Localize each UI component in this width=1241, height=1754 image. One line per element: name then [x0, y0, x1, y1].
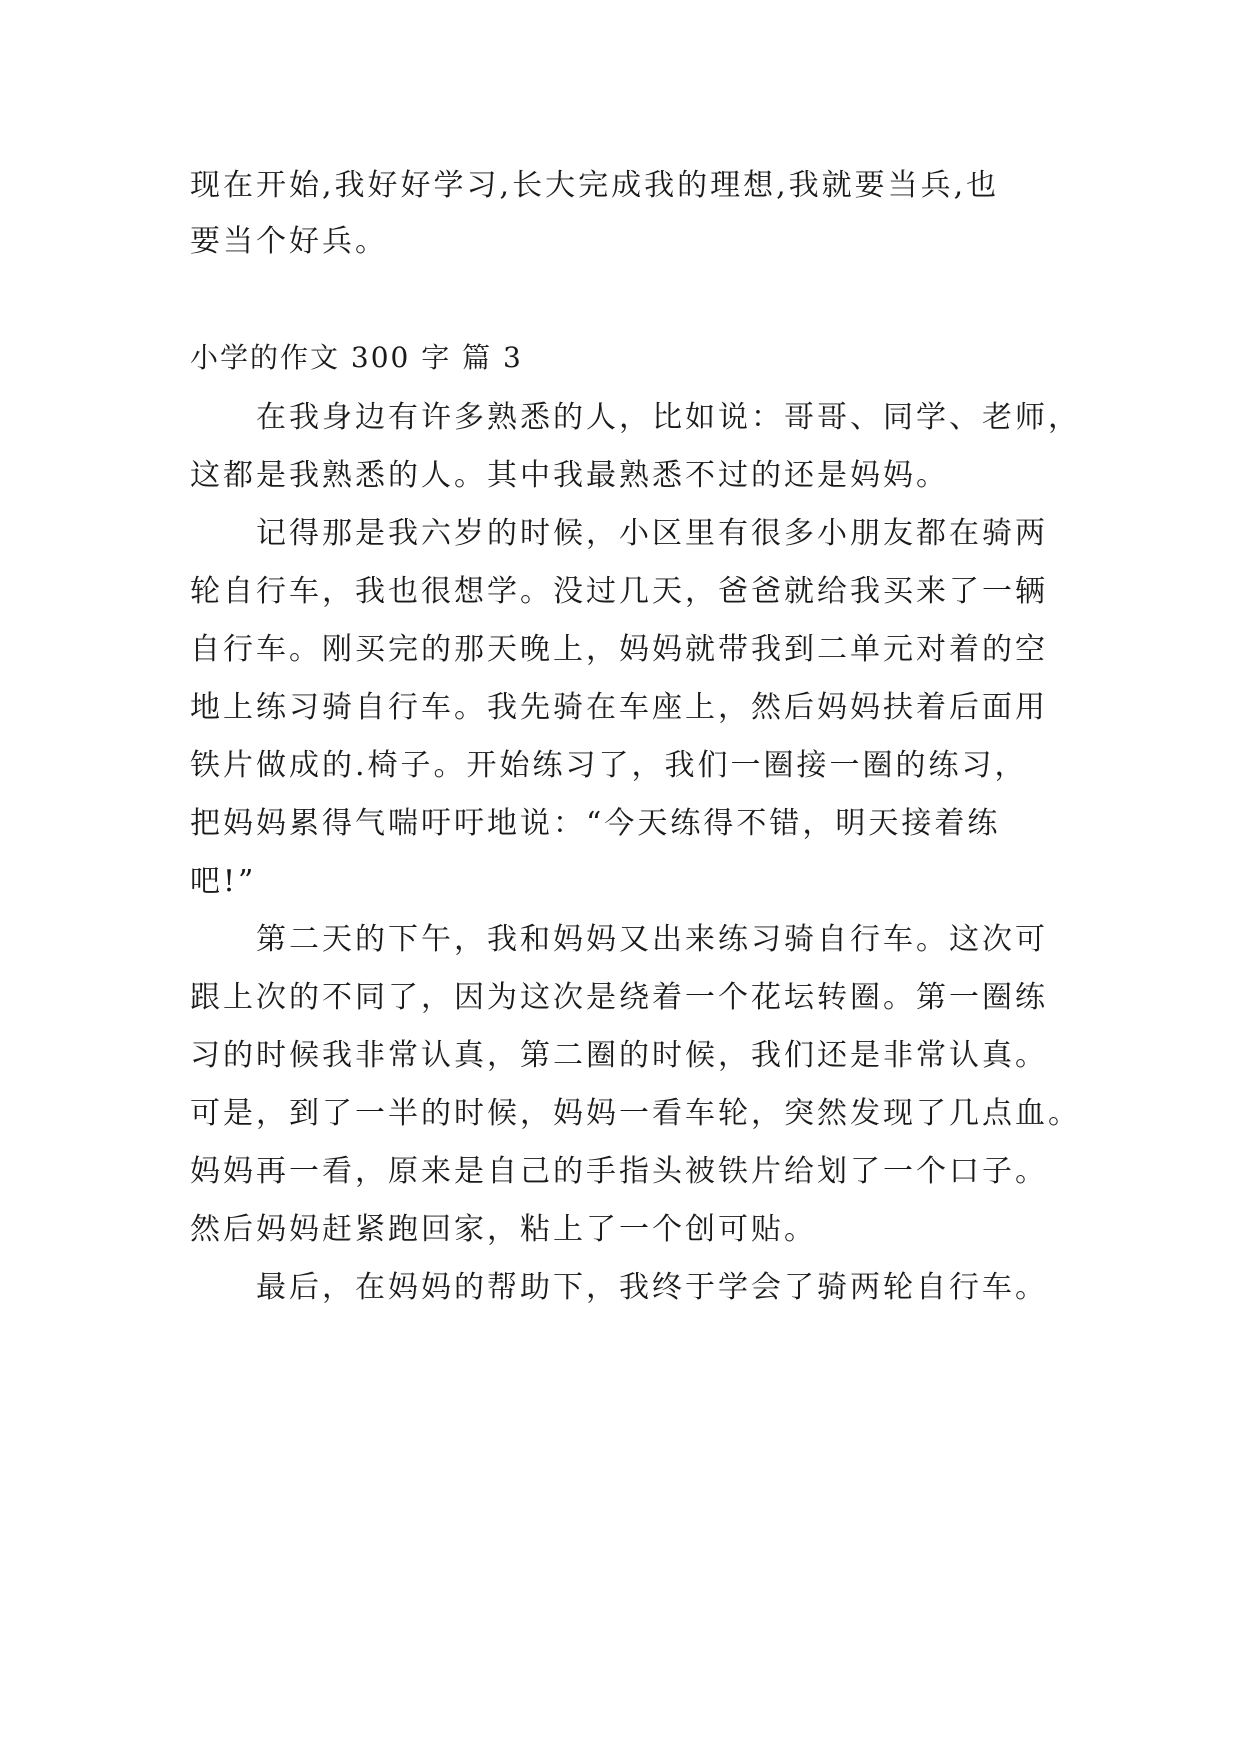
paragraph-2-line-7: 吧!”: [190, 864, 257, 899]
section-heading: 小学的作文 300 字 篇 3: [190, 341, 523, 374]
paragraph-3-line-6: 然后妈妈赶紧跑回家，粘上了一个创可贴。: [190, 1212, 817, 1247]
paragraph-2-line-3: 自行车。刚买完的那天晚上，妈妈就带我到二单元对着的空: [190, 632, 1048, 667]
paragraph-1-line-1: 在我身边有许多熟悉的人，比如说：哥哥、同学、老师，: [256, 400, 1081, 435]
continuation-line-2: 要当个好兵。: [190, 224, 388, 259]
paragraph-2-line-2: 轮自行车，我也很想学。没过几天，爸爸就给我买来了一辆: [190, 574, 1048, 609]
paragraph-4-line-1: 最后，在妈妈的帮助下，我终于学会了骑两轮自行车。: [256, 1270, 1048, 1305]
paragraph-3-line-4: 可是，到了一半的时候，妈妈一看车轮，突然发现了几点血。: [190, 1096, 1081, 1131]
paragraph-2-line-1: 记得那是我六岁的时候，小区里有很多小朋友都在骑两: [256, 516, 1048, 551]
paragraph-3-line-2: 跟上次的不同了，因为这次是绕着一个花坛转圈。第一圈练: [190, 980, 1048, 1015]
paragraph-2-line-6: 把妈妈累得气喘吁吁地说：“今天练得不错，明天接着练: [190, 806, 1001, 841]
continuation-line-1: 现在开始,我好好学习,长大完成我的理想,我就要当兵,也: [190, 168, 1000, 203]
paragraph-2-line-5: 铁片做成的.椅子。开始练习了，我们一圈接一圈的练习，: [190, 748, 1028, 783]
paragraph-3-line-5: 妈妈再一看，原来是自己的手指头被铁片给划了一个口子。: [190, 1154, 1048, 1189]
paragraph-3-line-3: 习的时候我非常认真，第二圈的时候，我们还是非常认真。: [190, 1038, 1048, 1073]
paragraph-2-line-4: 地上练习骑自行车。我先骑在车座上，然后妈妈扶着后面用: [190, 690, 1048, 725]
paragraph-1-line-2: 这都是我熟悉的人。其中我最熟悉不过的还是妈妈。: [190, 458, 949, 493]
paragraph-3-line-1: 第二天的下午，我和妈妈又出来练习骑自行车。这次可: [256, 922, 1048, 957]
